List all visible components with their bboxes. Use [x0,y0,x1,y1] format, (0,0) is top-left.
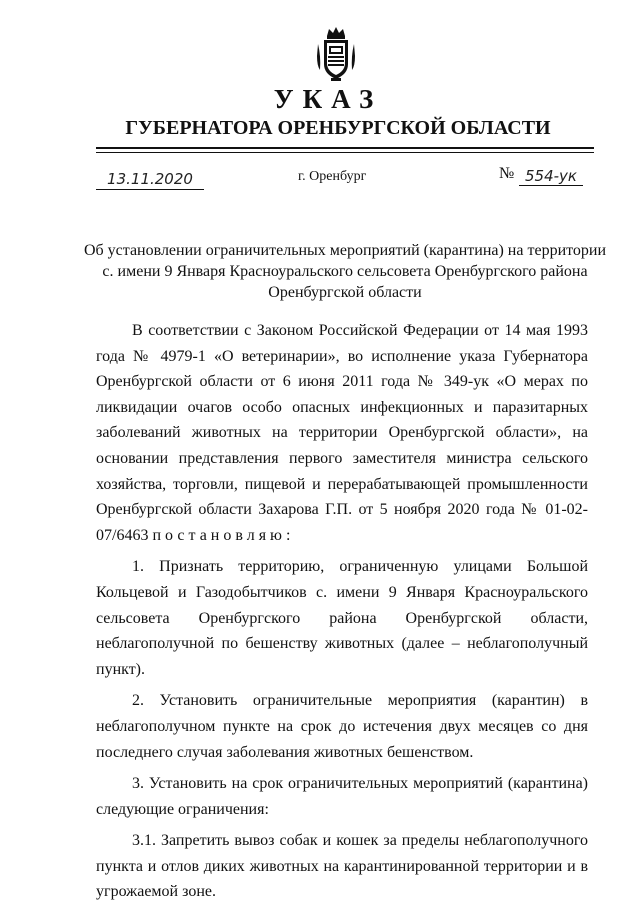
decree-body [96,318,588,905]
header-rule-thin [96,152,594,153]
header-rule-thick [96,147,594,149]
coat-of-arms-icon [315,26,357,82]
heading-line: Оренбургской области [268,284,422,301]
intro-paragraph [96,318,588,548]
paragraph-1: 1. Признать территорию, ограниченную улицами Большой Кольцевой и Газодобытчиков с. имени 9 Января Красноуральского сельсовета Оренбургского района Оренбургской области, неблагополучной по бешенству животных (далее – неблагополучный пункт). [96,558,588,678]
decree-date: 13.11.2020 [96,170,204,190]
decree-number: 554-ук [519,167,583,186]
decree-number-label: № [499,165,515,182]
decree-heading [80,240,610,303]
decree-city: г. Оренбург [298,169,367,184]
paragraph-2: 2. Установить ограничительные мероприятия (карантин) в неблагополучном пункте на срок до истечения двух месяцев со дня последнего случая заболевания животных бешенством. [96,692,588,761]
document-subtitle: ГУБЕРНАТОРА ОРЕНБУРГСКОЙ ОБЛАСТИ [125,117,551,139]
heading-line: с. имени 9 Января Красноуральского сельсовета Оренбургского района [102,263,588,280]
heading-line: Об установлении ограничительных мероприятий (карантина) на территории [83,242,607,259]
intro-text: В соответствии с Законом Российской Федерации от 14 мая 1993 года № 4979-1 «О ветеринарии», во исполнение указа Губернатора Оренбургской области от 6 июня 2011 года № 349-ук «О мерах по ликвидации очагов особо опасных инфекционных и паразитарных заболеваний животных на территории Оренбургской области», на основании представления первого заместителя министра сельского хозяйства, торговли, пищевой и перерабатывающей промышленности Оренбургской области Захарова Г.П. от 5 ноября 2020 года № 01-02-07/6463 [96,322,588,544]
paragraph-3: 3. Установить на срок ограничительных мероприятий (карантина) следующие ограничения: [96,775,588,818]
decree-word: постановляю: [152,526,295,544]
paragraph-3-1: 3.1. Запретить вывоз собак и кошек за пределы неблагополучного пункта и отлов диких животных на карантинированной территории и в угрожаемой зоне. [96,832,588,901]
document-title: УКАЗ [273,84,383,114]
